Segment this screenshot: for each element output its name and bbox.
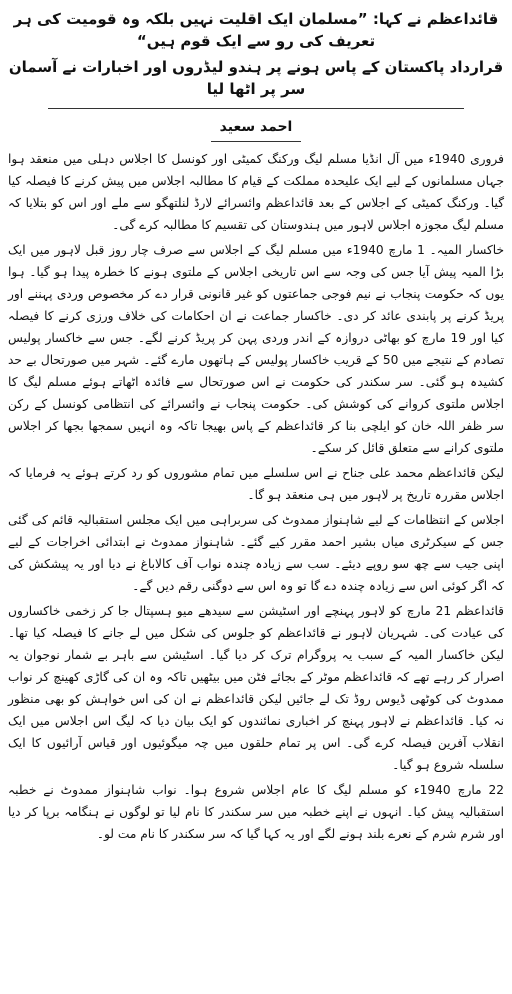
article-paragraph: لیکن قائداعظم محمد علی جناح نے اس سلسلے میں تمام مشوروں کو رد کرتے ہوئے یہ فرمایا کہ اجلاس مقررہ تاریخ پر لاہور میں ہی منعقد ہو گا۔ bbox=[8, 466, 504, 502]
byline-divider bbox=[211, 141, 301, 142]
article-headline: قائداعظم نے کہا: ”مسلمان ایک اقلیت نہیں بلکہ وہ قومیت کی ہر تعریف کی رو سے ایک قوم ہیں“ bbox=[13, 10, 499, 50]
headline-divider bbox=[48, 108, 464, 109]
article-body bbox=[8, 148, 504, 845]
article-paragraph: اجلاس کے انتظامات کے لیے شاہنواز ممدوٹ کی سربراہی میں ایک مجلس استقبالیہ قائم کی گئی جس کے سیکرٹری میاں بشیر احمد مقرر کیے گئے۔ شاہنواز ممدوٹ نے ابتدائی اخراجات کے لیے اپنی جیب سے چھ سو روپے دیئے۔ سب سے زیادہ چندہ نواب آف کالاباغ نے دیا اور یہ پیشکش کی کہ اگر کوئی اس سے زیادہ چندہ دے گا تو وہ اس سے دوگنی رقم دیں گے۔ bbox=[8, 513, 504, 593]
article-paragraph: قائداعظم 21 مارچ کو لاہور پہنچے اور اسٹیشن سے سیدھے میو ہسپتال جا کر زخمی خاکساروں کی عیادت کی۔ شہریان لاہور نے قائداعظم کو جلوس کی شکل میں لے جانے کا فیصلہ کیا تھا۔ لیکن خاکسار المیہ کے سبب یہ پروگرام ترک کر دیا گیا۔ اسٹیشن سے باہر بے شمار نوجوان یہ اصرار کر رہے تھے کہ قائداعظم موٹر کے بجائے فٹن میں بیٹھیں تاکہ وہ ان کی گاڑی کھینچ کر نواب ممدوٹ کی کوٹھی ڈیوس روڈ تک لے جائیں لیکن قائداعظم نے ان کی اس خواہش کو بھی منظور نہ کیا۔ قائداعظم نے لاہور پہنچ کر اخباری نمائندوں کو ایک بیان دیا کہ لیگ اس اجلاس میں ایک انقلاب آفرین فیصلہ کرے گی۔ اس پر تمام حلقوں میں چہ میگوئیوں اور قیاس آرائیوں کا ایک سلسلہ شروع ہو گیا۔ bbox=[8, 604, 504, 772]
article-paragraph: فروری 1940ء میں آل انڈیا مسلم لیگ ورکنگ کمیٹی اور کونسل کا اجلاس دہلی میں منعقد ہوا جہاں مسلمانوں کے لیے ایک علیحدہ مملکت کے قیام کا مطالبہ اجلاس میں پیش کرنے کا فیصلہ کیا گیا۔ ورکنگ کمیٹی کے اجلاس کے بعد قائداعظم وائسرائے لارڈ لنلتھگو سے ملے اور اس کو بتلایا کہ مسلم لیگ مجوزہ اجلاس لاہور میں ہندوستان کی تقسیم کا مطالبہ کرے گی۔ bbox=[8, 152, 504, 232]
article-paragraph: 22 مارچ 1940ء کو مسلم لیگ کا عام اجلاس شروع ہوا۔ نواب شاہنواز ممدوٹ نے خطبہ استقبالیہ پیش کیا۔ انہوں نے اپنے خطبہ میں سر سکندر کا نام لیا تو لوگوں نے ہنگامہ برپا کر دیا اور شرم شرم کے نعرے بلند ہونے لگے اور یہ کہا گیا کہ سر سکندر کا نام مت لو۔ bbox=[8, 783, 504, 841]
article-subheadline: قرارداد پاکستان کے پاس ہونے پر ہندو لیڈروں اور اخبارات نے آسمان سر پر اٹھا لیا bbox=[8, 58, 504, 98]
article-paragraph: خاکسار المیہ۔ 1 مارچ 1940ء میں مسلم لیگ کے اجلاس سے صرف چار روز قبل لاہور میں ایک بڑا المیہ پیش آیا جس کی وجہ سے اس تاریخی اجلاس کے ملتوی ہونے کا خطرہ پیدا ہو گیا۔ ہوا یوں کہ حکومت پنجاب نے نیم فوجی جماعتوں کو غیر قانونی قرار دے کر مخصوص وردی پہننے اور پریڈ کرنے پر پابندی عائد کر دی۔ خاکسار جماعت نے ان احکامات کی خلاف ورزی کرنے کا فیصلہ کیا اور 19 مارچ کو بھاٹی دروازہ کے اندر وردی پہن کر پریڈ کرنے لگے۔ جس سے خاکسار پولیس تصادم کے نتیجے میں 50 کے قریب خاکسار پولیس کے ہاتھوں مارے گئے۔ شہر میں صورتحال بے حد کشیدہ ہو گئی۔ سر سکندر کی حکومت نے اس صورتحال سے فائدہ اٹھاتے ہوئے مسلم لیگ کا اجلاس ملتوی کروانے کی کوشش کی۔ حکومت پنجاب نے وائسرائے کی انتظامی کونسل کے رکن سر ظفر اللہ خان کو ایلچی بنا کر قائداعظم کے پاس بھیجا تاکہ وہ انہیں سمجھا بجھا کر اجلاس ملتوی کرانے سے متعلق قائل کر سکے۔ bbox=[8, 243, 505, 455]
article-byline: احمد سعید bbox=[219, 119, 293, 135]
